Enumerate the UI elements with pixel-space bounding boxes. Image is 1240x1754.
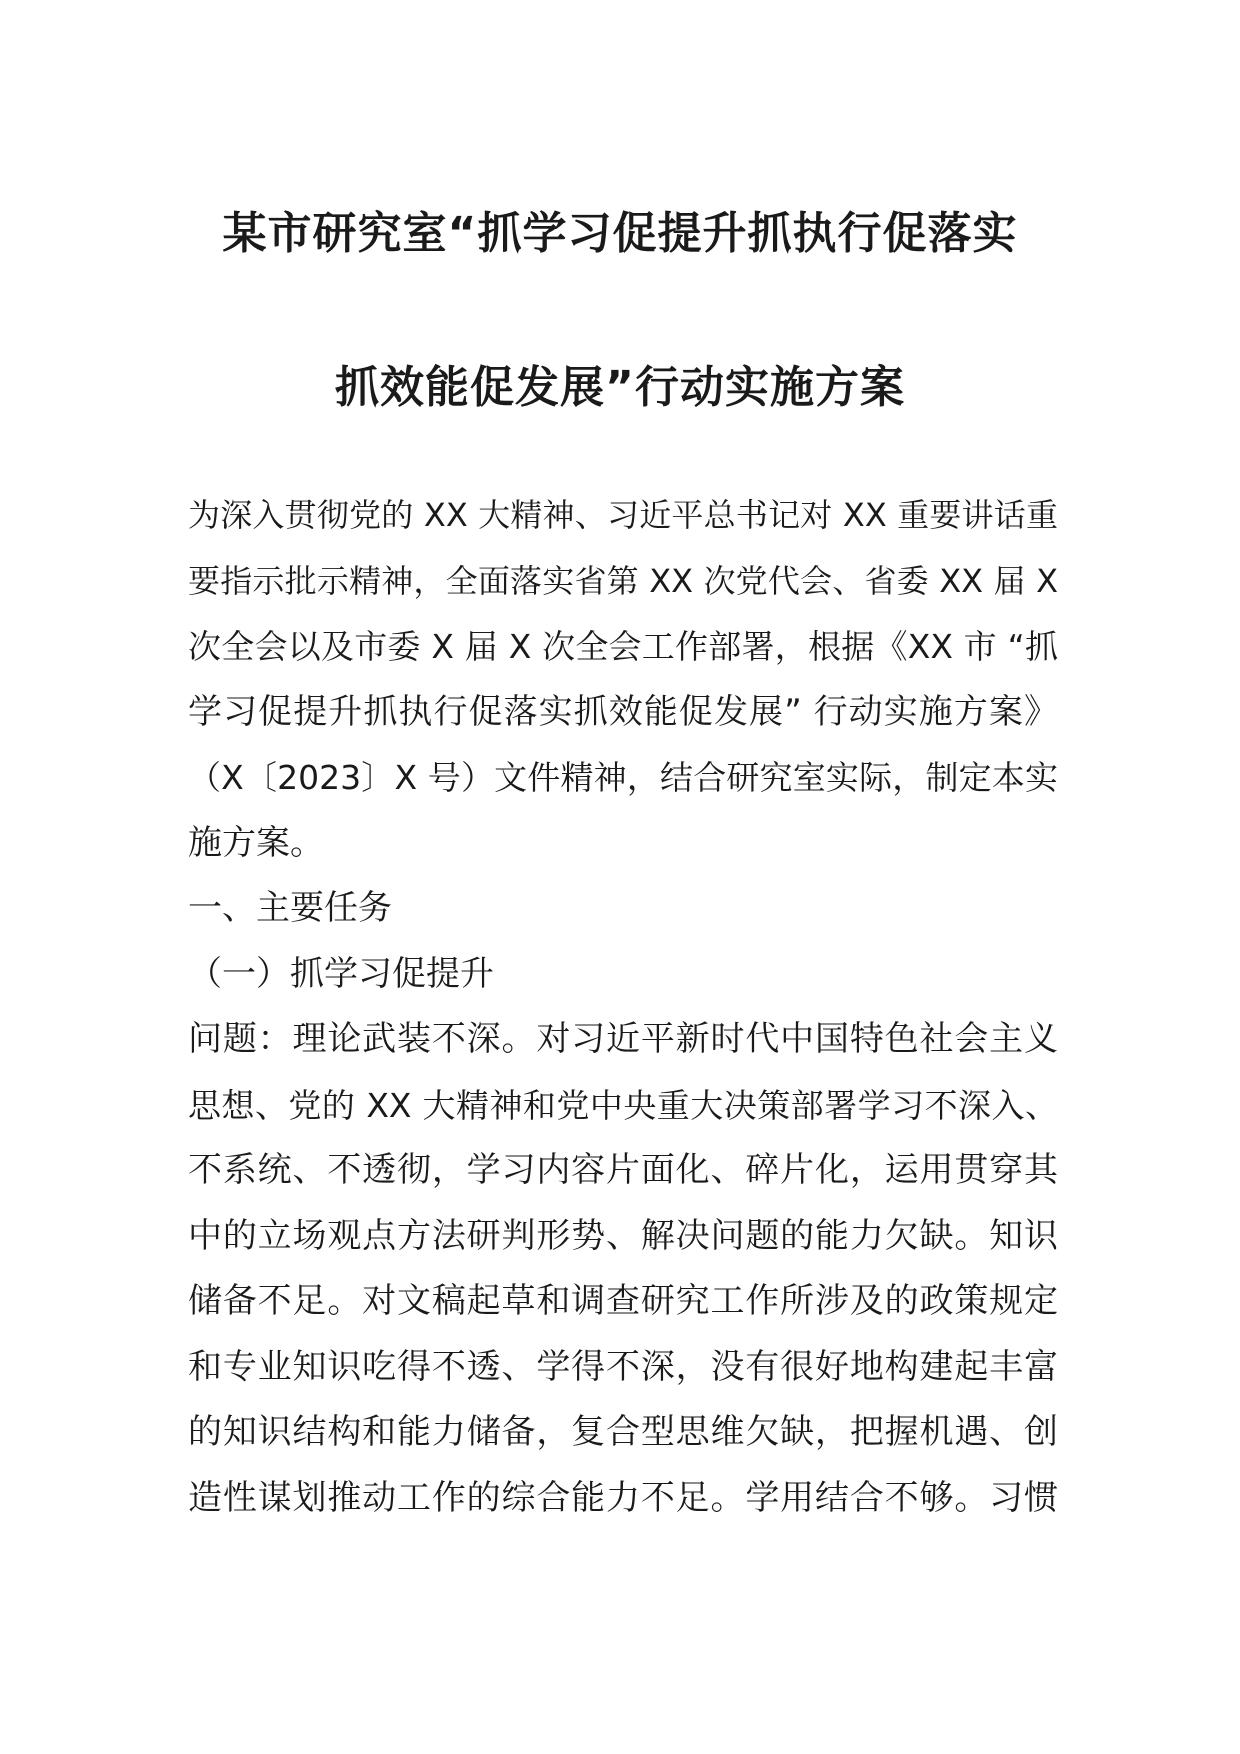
body-line: 造性谋划推动工作的综合能力不足。学用结合不够。习惯 — [188, 1477, 1058, 1518]
body-line: 和专业知识吃得不透、学得不深，没有很好地构建起丰富 — [188, 1346, 1058, 1387]
body-line: （X〔2023〕X 号）文件精神，结合研究室实际，制定本实 — [188, 758, 1058, 797]
body-line: 的知识结构和能力储备，复合型思维欠缺，把握机遇、创 — [188, 1412, 1058, 1452]
body-line: 中的立场观点方法研判形势、解决问题的能力欠缺。知识 — [188, 1215, 1058, 1256]
document-title-line-2: 抓效能促发展”行动实施方案 — [335, 362, 905, 413]
body-line: 思想、党的 XX 大精神和党中央重大决策部署学习不深入、 — [188, 1085, 1058, 1125]
document-title-line-1: 某市研究室“抓学习促提升抓执行促落实 — [222, 208, 1018, 259]
document-body — [188, 483, 1058, 1531]
body-line: 学习促提升抓执行促落实抓效能促发展” 行动实施方案》 — [188, 691, 1058, 732]
section-heading: 一、主要任务 — [188, 888, 392, 928]
body-line: 为深入贯彻党的 XX 大精神、习近平总书记对 XX 重要讲话重 — [188, 496, 1058, 534]
body-line: 问题：理论武装不深。对习近平新时代中国特色社会主义 — [188, 1019, 1058, 1059]
body-line: 要指示批示精神，全面落实省第 XX 次党代会、省委 XX 届 X — [188, 561, 1058, 600]
body-line: 不系统、不透彻，学习内容片面化、碎片化，运用贯穿其 — [188, 1150, 1058, 1190]
body-line: 储备不足。对文稿起草和调查研究工作所涉及的政策规定 — [188, 1281, 1058, 1321]
body-line: 次全会以及市委 X 届 X 次全会工作部署，根据《XX 市 “抓 — [188, 627, 1058, 666]
subsection-heading: （一）抓学习促提升 — [188, 953, 494, 994]
body-line: 施方案。 — [188, 822, 324, 863]
